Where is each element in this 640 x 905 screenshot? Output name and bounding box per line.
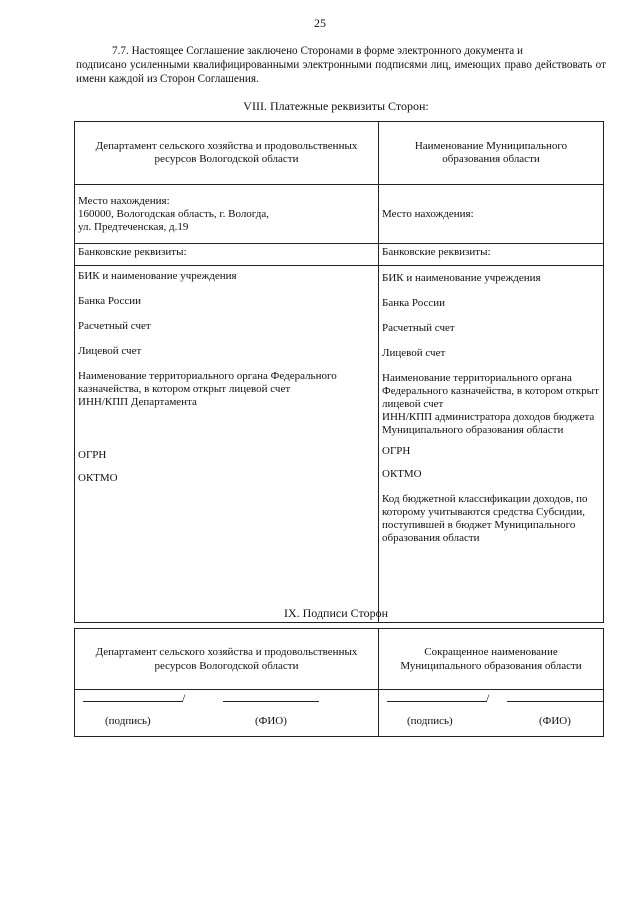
right-signature-line xyxy=(387,701,487,702)
left-bank-label: Банковские реквизиты: xyxy=(75,244,379,266)
left-signature-label: (подпись) xyxy=(105,715,151,727)
right-signature-cell xyxy=(379,690,604,737)
left-item-personal-account: Лицевой счет xyxy=(78,345,142,357)
left-item-treasury: Наименование территориального органа Федерального казначейства, в котором открыт лицевой счет xyxy=(78,370,337,395)
right-item-inn: ИНН/КПП администратора доходов бюджета Муниципального образования области xyxy=(382,411,595,436)
right-item-bank: Банка России xyxy=(382,297,446,309)
left-slash: / xyxy=(182,691,186,705)
right-location-cell: Место нахождения: xyxy=(379,185,604,244)
left-item-oktmo: ОКТМО xyxy=(78,472,118,484)
page-number: 25 xyxy=(314,16,326,30)
right-item-kbk: Код бюджетной классификации доходов, по которому учитываются средства Субсидии, поступившей в бюджет Муниципального образования области xyxy=(382,493,588,544)
requisites-right-header: Наименование Муниципального образования области xyxy=(379,122,604,185)
paragraph-rest: подписано усиленными квалифицированными электронными подписями лиц, имеющих право действовать от имени каждой из Сторон Соглашения. xyxy=(76,59,606,85)
signatures-table xyxy=(74,628,604,737)
left-signature-line xyxy=(83,701,183,702)
left-location-cell xyxy=(75,185,379,244)
section-8-title: VIII. Платежные реквизиты Сторон: xyxy=(243,99,429,113)
left-name-label: (ФИО) xyxy=(255,715,287,727)
right-item-ogrn: ОГРН xyxy=(382,445,411,457)
left-item-inn: ИНН/КПП Департамента xyxy=(78,396,197,408)
section-9-title: IX. Подписи Сторон xyxy=(283,606,389,620)
left-item-ogrn: ОГРН xyxy=(78,449,107,461)
signature-right-header: Сокращенное наименование Муниципального образования области xyxy=(379,629,604,690)
left-location-label: Место нахождения: xyxy=(78,194,170,207)
paragraph-7-7 xyxy=(76,44,606,86)
left-location-street: ул. Предтеченская, д.19 xyxy=(78,220,189,233)
right-bank-label: Банковские реквизиты: xyxy=(379,244,604,266)
left-signature-cell xyxy=(75,690,379,737)
left-name-line xyxy=(223,701,319,702)
right-item-personal-account: Лицевой счет xyxy=(382,347,446,359)
left-item-bank: Банка России xyxy=(78,295,142,307)
right-signature-label: (подпись) xyxy=(407,715,453,727)
left-item-account: Расчетный счет xyxy=(78,320,151,332)
right-slash: / xyxy=(486,691,490,705)
requisites-left-header: Департамент сельского хозяйства и продовольственных ресурсов Вологодской области xyxy=(75,122,379,185)
right-item-bik: БИК и наименование учреждения xyxy=(382,272,541,284)
right-item-account: Расчетный счет xyxy=(382,322,455,334)
left-details-cell xyxy=(75,266,379,623)
right-details-cell xyxy=(379,266,604,623)
right-item-treasury: Наименование территориального органа Федерального казначейства, в котором открыт лицевой счет xyxy=(382,372,599,410)
paragraph-first-line: 7.7. Настоящее Соглашение заключено Сторонами в форме электронного документа и xyxy=(112,45,524,57)
signature-left-header: Департамент сельского хозяйства и продовольственных ресурсов Вологодской области xyxy=(75,629,379,690)
right-name-label: (ФИО) xyxy=(539,715,571,727)
requisites-table xyxy=(74,121,604,623)
right-name-line xyxy=(507,701,603,702)
right-item-oktmo: ОКТМО xyxy=(382,468,422,480)
left-item-bik: БИК и наименование учреждения xyxy=(78,270,237,282)
left-location-address: 160000, Вологодская область, г. Вологда, xyxy=(78,207,269,220)
